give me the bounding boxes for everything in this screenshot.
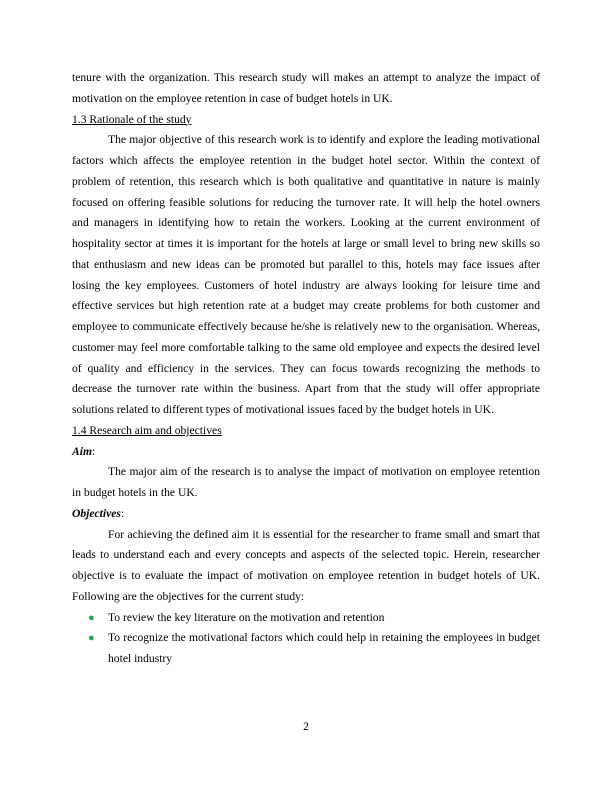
page-body <box>72 68 540 670</box>
list-item: ● To recognize the motivational factors which could help in retaining the employees in budget hotel industry <box>72 628 540 670</box>
objectives-label: Objectives: <box>72 506 125 520</box>
intro-paragraph: tenure with the organization. This research study will makes an attempt to analyze the impact of motivation on the employee retention in case of budget hotels in UK. <box>72 71 540 105</box>
section-1-4-heading: 1.4 Research aim and objectives <box>72 423 222 437</box>
aim-paragraph: The major aim of the research is to analyse the impact of motivation on employee retention in budget hotels in the UK. <box>72 465 540 499</box>
aim-label: Aim: <box>72 444 96 458</box>
bullet-icon: ● <box>88 611 95 624</box>
objectives-paragraph: For achieving the defined aim it is essential for the researcher to frame small and smart that leads to understand each and every concepts and aspects of the selected topic. Herein, researcher objective is to evaluate the impact of motivation on employee retention in budget hotels of UK. Following are the objectives for the current study: <box>72 527 540 603</box>
page-number: 2 <box>303 720 309 733</box>
section-1-3-heading: 1.3 Rationale of the study <box>72 112 192 126</box>
rationale-paragraph: The major objective of this research work is to identify and explore the leading motivational factors which affects the employee retention in the budget hotel sector. Within the context of problem of retention, this research which is both qualitative and quantitative in nature is mainly focused on offering feasible solutions for reducing the turnover rate. It will help the hotel owners and managers in identifying how to retain the workers. Looking at the current environment of hospitality sector at times it is important for the hotels at large or small level to bring new skills so that enthusiasm and new ideas can be promoted but parallel to this, hotels may face issues after losing the key employees. Customers of hotel industry are always looking for leisure time and effective services but high retention rate at a budget may create problems for both customer and employee to communicate effectively because he/she is relatively new to the organisation. Whereas, customer may feel more comfortable talking to the same old employee and expects the desired level of quality and efficiency in the services. They can focus towards recognizing the methods to decrease the turnover rate within the business. Apart from that the study will offer appropriate solutions related to different types of motivational issues faced by the budget hotels in UK. <box>72 133 540 416</box>
bullet-icon: ● <box>88 632 95 645</box>
objectives-list <box>72 608 540 670</box>
list-item: ● To review the key literature on the motivation and retention <box>72 608 540 629</box>
